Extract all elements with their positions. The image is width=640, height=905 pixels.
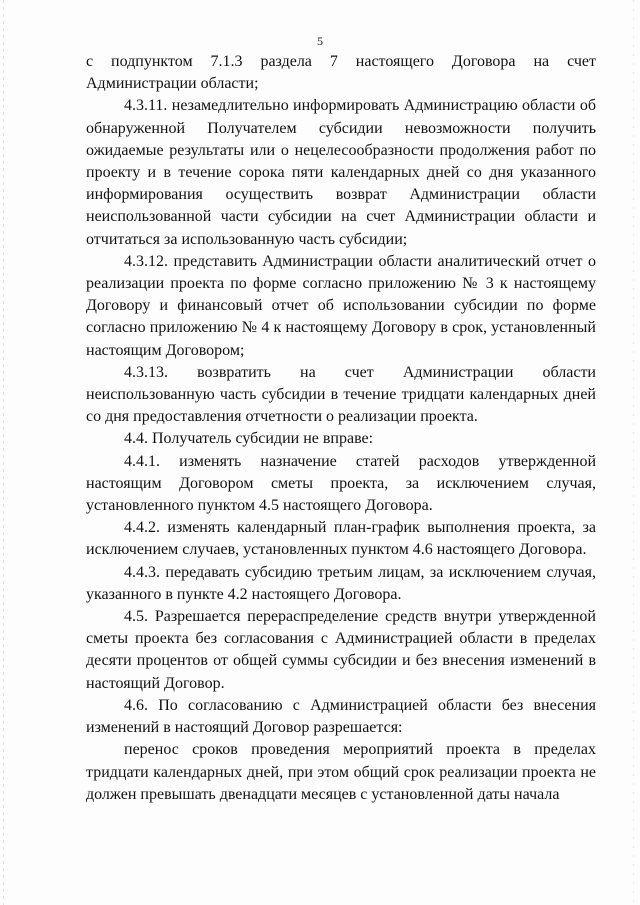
paragraph-4-4: 4.4. Получатель субсидии не вправе: — [124, 430, 374, 448]
paragraph-4-3-12: 4.3.12. представить Администрации области аналитический отчет о реализации проекта по форме согласно приложению № 3 к настоящему Договору и финансовый отчет об использовании субсидии по форме согласно приложению № 4 к настоящему Договору в срок, установленный настоящим Договором; — [86, 252, 596, 359]
scan-edge-right — [633, 0, 634, 905]
scan-edge-left — [3, 0, 4, 905]
paragraph-4-4-1: 4.4.1. изменять назначение статей расходов утвержденной настоящим Договором сметы проекта, за исключением случая, установленного пунктом 4.5 настоящего Договора. — [86, 452, 596, 515]
document-body — [86, 51, 596, 806]
page-number: 5 — [317, 34, 323, 48]
paragraph-4-4-2: 4.4.2. изменять календарный план-график выполнения проекта, за исключением случаев, установленных пунктом 4.6 настоящего Договора. — [86, 519, 596, 559]
paragraph-4-3-13: 4.3.13. возвратить на счет Администрации области неиспользованную часть субсидии в течение тридцати календарных дней со дня предоставления отчетности о реализации проекта. — [86, 363, 596, 426]
paragraph-continuation: с подпунктом 7.1.3 раздела 7 настоящего Договора на счет Администрации области; — [86, 53, 596, 93]
paragraph-4-6: 4.6. По согласованию с Администрацией области без внесения изменений в настоящий Договор разрешается: — [86, 696, 596, 737]
paragraph-4-5: 4.5. Разрешается перераспределение средств внутри утвержденной сметы проекта без согласования с Администрацией области в пределах десяти процентов от общей суммы субсидии и без внесения изменений в настоящий Договор. — [86, 608, 596, 692]
paragraph-transfer-terms: перенос сроков проведения мероприятий проекта в пределах тридцати календарных дней, при этом общий срок реализации проекта не должен превышать двенадцати месяцев с установленной даты начала — [86, 741, 596, 803]
paragraph-4-4-3: 4.4.3. передавать субсидию третьим лицам, за исключением случая, указанного в пункте 4.2 настоящего Договора. — [86, 563, 596, 603]
paragraph-4-3-11: 4.3.11. незамедлительно информировать Администрацию области об обнаруженной Получателем субсидии невозможности получить ожидаемые результаты или о нецелесообразности продолжения работ по проекту и в течение сорока пяти календарных дней со дня указанного информирования осуществить возврат Администрации области неиспользованной части субсидии на счет Администрации области и отчитаться за использованную часть субсидии; — [86, 97, 596, 248]
